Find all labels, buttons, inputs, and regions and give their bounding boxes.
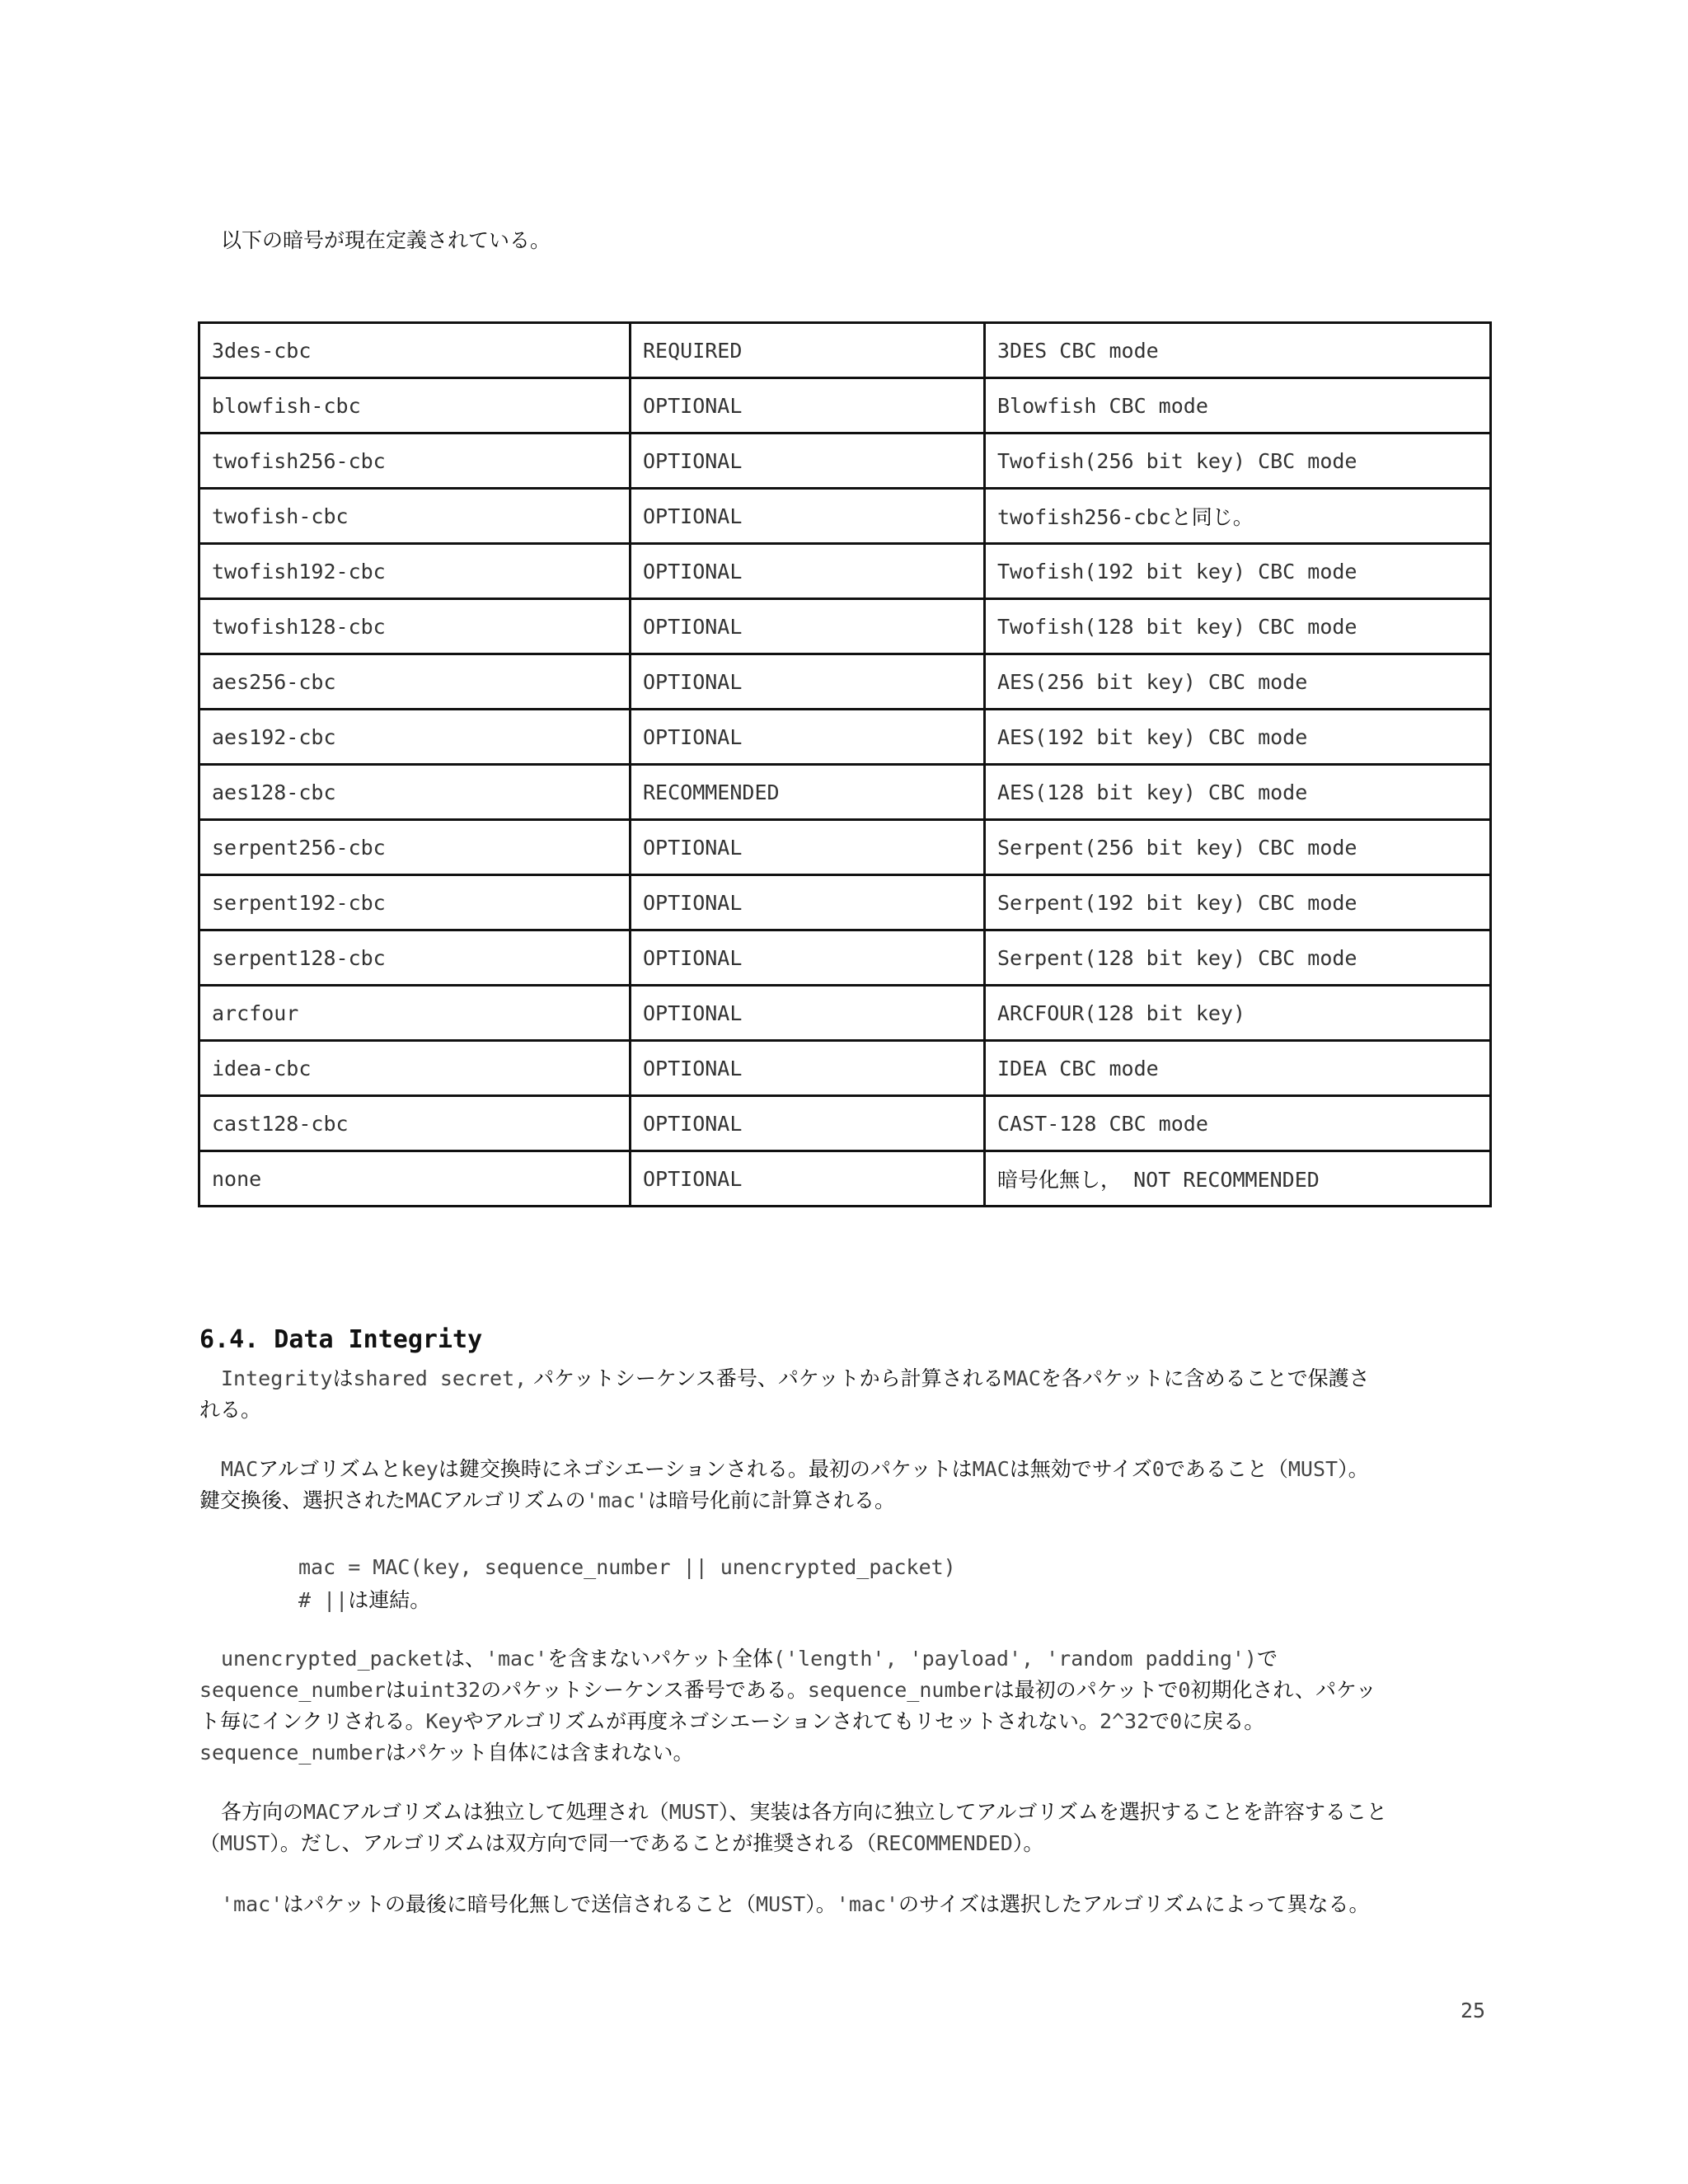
cipher-description: IDEA CBC mode (985, 1041, 1491, 1096)
inline-text: ）。 (1012, 1831, 1044, 1855)
inline-code: MAC (406, 1488, 443, 1512)
cipher-requirement: OPTIONAL (631, 489, 985, 544)
inline-code: 0 (1178, 1678, 1191, 1702)
inline-code: 'mac' (221, 1892, 284, 1916)
cipher-name: 3des-cbc (199, 323, 631, 378)
table-row (199, 434, 1491, 489)
inline-text: は最初のパケットで (993, 1678, 1179, 1702)
inline-text: パケットシーケンス番号、パケットから計算される (527, 1366, 1004, 1390)
inline-text: 各方向の (221, 1800, 304, 1824)
inline-code: 'mac' (836, 1892, 899, 1916)
inline-text: ）。だし、アルゴリズムは双方向で同一であることが推奨される（ (270, 1831, 877, 1855)
table-row (199, 544, 1491, 599)
cipher-requirement: OPTIONAL (631, 986, 985, 1041)
code-block (298, 1551, 956, 1617)
inline-text: を含まないパケット全体 (547, 1647, 773, 1671)
text-line (199, 1706, 1493, 1737)
cipher-name: serpent256-cbc (199, 820, 631, 875)
inline-code: RECOMMENDED (876, 1831, 1013, 1855)
table-row (199, 765, 1491, 820)
cipher-name: twofish256-cbc (199, 434, 631, 489)
cipher-description (985, 489, 1491, 544)
inline-code: uint32 (406, 1678, 481, 1702)
text-line (199, 1485, 1493, 1516)
cipher-table (198, 321, 1492, 1207)
inline-text: 初期化され、パケッ (1190, 1678, 1376, 1702)
cipher-description: Serpent(128 bit key) CBC mode (985, 930, 1491, 986)
inline-text: は無効でサイズ (1009, 1457, 1152, 1481)
cipher-description: Twofish(256 bit key) CBC mode (985, 434, 1491, 489)
cipher-requirement: OPTIONAL (631, 1096, 985, 1151)
cipher-name: aes256-cbc (199, 654, 631, 710)
inline-code: Integrity (221, 1366, 333, 1390)
table-row (199, 1151, 1491, 1207)
inline-text: ）。 (1338, 1457, 1369, 1481)
cipher-name: twofish128-cbc (199, 599, 631, 654)
paragraph-integrity (199, 1363, 1493, 1426)
inline-code: unencrypted_packet (221, 1647, 444, 1671)
inline-code: 'mac' (485, 1647, 548, 1671)
text-line (199, 1454, 1493, 1485)
paragraph-mac-algorithm (199, 1454, 1493, 1516)
section-heading: 6.4. Data Integrity (199, 1325, 483, 1354)
inline-code: ('length', 'payload', 'random padding') (772, 1647, 1257, 1671)
inline-text: であること（ (1164, 1457, 1288, 1481)
cipher-description: Serpent(256 bit key) CBC mode (985, 820, 1491, 875)
inline-text: ）、実装は各方向に独立してアルゴリズムを選択することを許容すること (718, 1800, 1387, 1824)
cipher-description: ARCFOUR(128 bit key) (985, 986, 1491, 1041)
table-row (199, 378, 1491, 434)
inline-code: 'mac' (585, 1488, 648, 1512)
cipher-description: AES(256 bit key) CBC mode (985, 654, 1491, 710)
inline-text: ）。 (805, 1892, 837, 1916)
cipher-description: Blowfish CBC mode (985, 378, 1491, 434)
cipher-name: serpent128-cbc (199, 930, 631, 986)
inline-text: やアルゴリズムが再度ネゴシエーションされてもリセットされない。 (462, 1709, 1100, 1733)
inline-text: （ (199, 1831, 221, 1855)
inline-code: MUST (668, 1800, 719, 1824)
cipher-requirement: OPTIONAL (631, 599, 985, 654)
inline-text: で (1149, 1709, 1170, 1733)
inline-code: # || (298, 1588, 349, 1612)
table-row (199, 654, 1491, 710)
text-line (199, 1643, 1493, 1675)
inline-text: を各パケットに含めることで保護さ (1040, 1366, 1370, 1390)
page-number: 25 (1461, 1999, 1486, 2022)
text-line (199, 1675, 1493, 1706)
inline-code: MUST (756, 1892, 806, 1916)
inline-text: は、 (443, 1647, 485, 1671)
inline-code: key (401, 1457, 438, 1481)
cipher-description (985, 1151, 1491, 1207)
inline-code: sequence_number (199, 1678, 386, 1702)
text-line (199, 1797, 1493, 1828)
cipher-name: none (199, 1151, 631, 1207)
paragraph-mac-transmission (199, 1889, 1493, 1920)
table-row (199, 1096, 1491, 1151)
cipher-requirement: OPTIONAL (631, 544, 985, 599)
table-row (199, 820, 1491, 875)
paragraph-direction (199, 1797, 1493, 1859)
text-line (199, 1889, 1493, 1920)
inline-code: shared secret, (353, 1366, 528, 1390)
inline-code: sequence_number (807, 1678, 994, 1702)
cipher-requirement: OPTIONAL (631, 1041, 985, 1096)
cipher-requirement: OPTIONAL (631, 930, 985, 986)
cipher-name: serpent192-cbc (199, 875, 631, 930)
cipher-requirement: OPTIONAL (631, 710, 985, 765)
inline-text: は (385, 1678, 406, 1702)
inline-code: MAC (221, 1457, 259, 1481)
cipher-name: idea-cbc (199, 1041, 631, 1096)
inline-text: のサイズは選択したアルゴリズムによって異なる。 (898, 1892, 1370, 1916)
paragraph-sequence-number (199, 1643, 1493, 1769)
text-line (199, 1737, 1493, 1769)
inline-text: は暗号化前に計算される。 (647, 1488, 895, 1512)
table-row (199, 599, 1491, 654)
inline-text: はパケット自体には含まれない。 (385, 1741, 694, 1765)
inline-code: MAC (303, 1800, 341, 1824)
inline-text: ト毎にインクリされる。 (199, 1709, 426, 1733)
cipher-name: aes192-cbc (199, 710, 631, 765)
intro-text: 以下の暗号が現在定義されている。 (221, 228, 551, 252)
cipher-requirement: OPTIONAL (631, 1151, 985, 1207)
cipher-requirement: OPTIONAL (631, 434, 985, 489)
inline-code: 2^32 (1099, 1709, 1150, 1733)
inline-code: sequence_number (199, 1741, 386, 1765)
description-text: と同じ。 (1170, 505, 1254, 529)
cipher-requirement: OPTIONAL (631, 378, 985, 434)
table-row (199, 1041, 1491, 1096)
text-line (199, 1363, 1493, 1394)
inline-text: はパケットの最後に暗号化無しで送信されること（ (283, 1892, 757, 1916)
description-text: 暗号化無し， (997, 1168, 1122, 1192)
cipher-requirement: OPTIONAL (631, 875, 985, 930)
inline-code: Key (425, 1709, 463, 1733)
description-code: twofish256-cbc (997, 505, 1171, 529)
cipher-name: aes128-cbc (199, 765, 631, 820)
table-row (199, 489, 1491, 544)
table-row (199, 323, 1491, 378)
table-row (199, 930, 1491, 986)
inline-text: アルゴリズムの (443, 1488, 586, 1512)
inline-text: で (1256, 1647, 1278, 1671)
cipher-description: AES(192 bit key) CBC mode (985, 710, 1491, 765)
inline-text: アルゴリズムは独立して処理され（ (340, 1800, 669, 1824)
code-line (298, 1584, 956, 1617)
inline-text: 鍵交換後、選択された (199, 1488, 406, 1512)
cipher-description: Serpent(192 bit key) CBC mode (985, 875, 1491, 930)
inline-text: アルゴリズムと (258, 1457, 401, 1481)
inline-code: MUST (1287, 1457, 1339, 1481)
inline-code: 0 (1170, 1709, 1183, 1733)
table-row (199, 710, 1491, 765)
text-line (199, 1828, 1493, 1859)
table-row (199, 986, 1491, 1041)
text-line: れる。 (199, 1398, 262, 1422)
cipher-name: arcfour (199, 986, 631, 1041)
cipher-name: blowfish-cbc (199, 378, 631, 434)
inline-code: MAC (972, 1457, 1010, 1481)
cipher-requirement: RECOMMENDED (631, 765, 985, 820)
cipher-requirement: OPTIONAL (631, 820, 985, 875)
inline-text: のパケットシーケンス番号である。 (481, 1678, 808, 1702)
cipher-description: Twofish(128 bit key) CBC mode (985, 599, 1491, 654)
inline-code: 0 (1151, 1457, 1165, 1481)
cipher-description: 3DES CBC mode (985, 323, 1491, 378)
inline-text: は (332, 1366, 354, 1390)
cipher-name: cast128-cbc (199, 1096, 631, 1151)
inline-code: MAC (1003, 1366, 1041, 1390)
cipher-description: AES(128 bit key) CBC mode (985, 765, 1491, 820)
description-code: NOT RECOMMENDED (1121, 1168, 1320, 1192)
cipher-requirement: OPTIONAL (631, 654, 985, 710)
cipher-name: twofish-cbc (199, 489, 631, 544)
inline-text: に戻る。 (1182, 1709, 1265, 1733)
table-row (199, 875, 1491, 930)
inline-code: MUST (220, 1831, 270, 1855)
cipher-description: CAST-128 CBC mode (985, 1096, 1491, 1151)
code-line: mac = MAC(key, sequence_number || unencrypted_packet) (298, 1555, 956, 1579)
cipher-description: Twofish(192 bit key) CBC mode (985, 544, 1491, 599)
inline-text: は鍵交換時にネゴシエーションされる。最初のパケットは (438, 1457, 973, 1481)
cipher-requirement: REQUIRED (631, 323, 985, 378)
inline-text: は連結。 (348, 1588, 431, 1612)
cipher-name: twofish192-cbc (199, 544, 631, 599)
